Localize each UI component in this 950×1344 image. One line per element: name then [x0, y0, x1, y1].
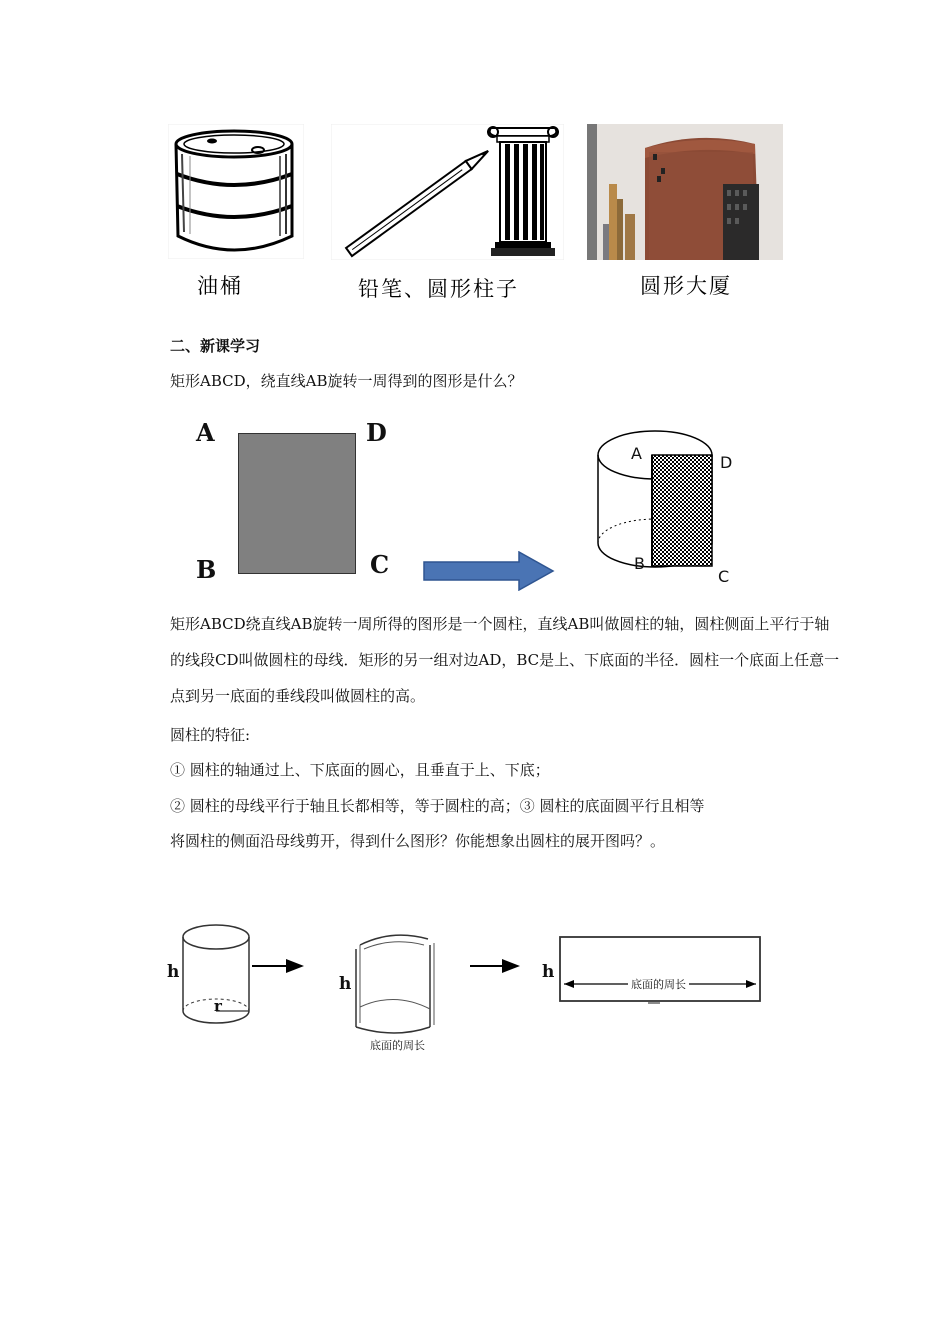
cyl-label-c: C — [718, 567, 730, 586]
net-rect-label: 底面的周长 — [628, 976, 689, 992]
cyl-label-b: B — [634, 554, 645, 573]
unfold-question: 将圆柱的侧面沿母线剪开，得到什么图形？你能想象出圆柱的展开图吗？。 — [170, 832, 666, 850]
rect-label-c: C — [370, 550, 390, 579]
net-h-label-1: h — [167, 962, 180, 982]
net-open-caption: 底面的周长 — [370, 1039, 425, 1052]
rect-label-a: A — [196, 418, 215, 447]
pencil-column-picture — [331, 124, 564, 260]
barrel-caption: 油桶 — [197, 274, 243, 298]
explanation-paragraph: 矩形ABCD绕直线AB旋转一周所得的图形是一个圆柱，直线AB叫做圆柱的轴，圆柱侧面上平行于轴的线段CD叫做圆柱的母线．矩形的另一组对边AD，BC是上、下底面的半径．圆柱一个底面上任意一点到另一底面的垂线段叫做圆柱的高。 — [170, 615, 840, 705]
right-arrow-icon — [423, 551, 555, 591]
rect-label-b: B — [196, 555, 217, 584]
building-caption: 圆形大厦 — [640, 274, 732, 298]
net-h-label-2: h — [339, 974, 352, 994]
rect-label-d: D — [366, 418, 387, 447]
pencil-column-caption: 铅笔、圆形柱子 — [358, 277, 519, 301]
features-title: 圆柱的特征: — [170, 726, 251, 744]
net-r-label: r — [214, 997, 222, 1015]
net-h-label-3: h — [542, 962, 555, 982]
cyl-label-d: D — [720, 453, 733, 472]
barrel-picture — [168, 124, 304, 259]
question-text: 矩形ABCD，绕直线AB旋转一周得到的图形是什么？ — [170, 372, 523, 390]
section-heading: 二、新课学习 — [170, 337, 261, 355]
feature-item-2: ② 圆柱的母线平行于轴且长都相等，等于圆柱的高；③ 圆柱的底面圆平行且相等 — [170, 797, 705, 815]
feature-item-1: ① 圆柱的轴通过上、下底面的圆心，且垂直于上、下底； — [170, 761, 550, 779]
building-picture — [587, 124, 783, 260]
rectangle-shape — [238, 433, 356, 574]
rotation-cylinder — [596, 425, 746, 590]
cyl-label-a: A — [631, 444, 642, 463]
